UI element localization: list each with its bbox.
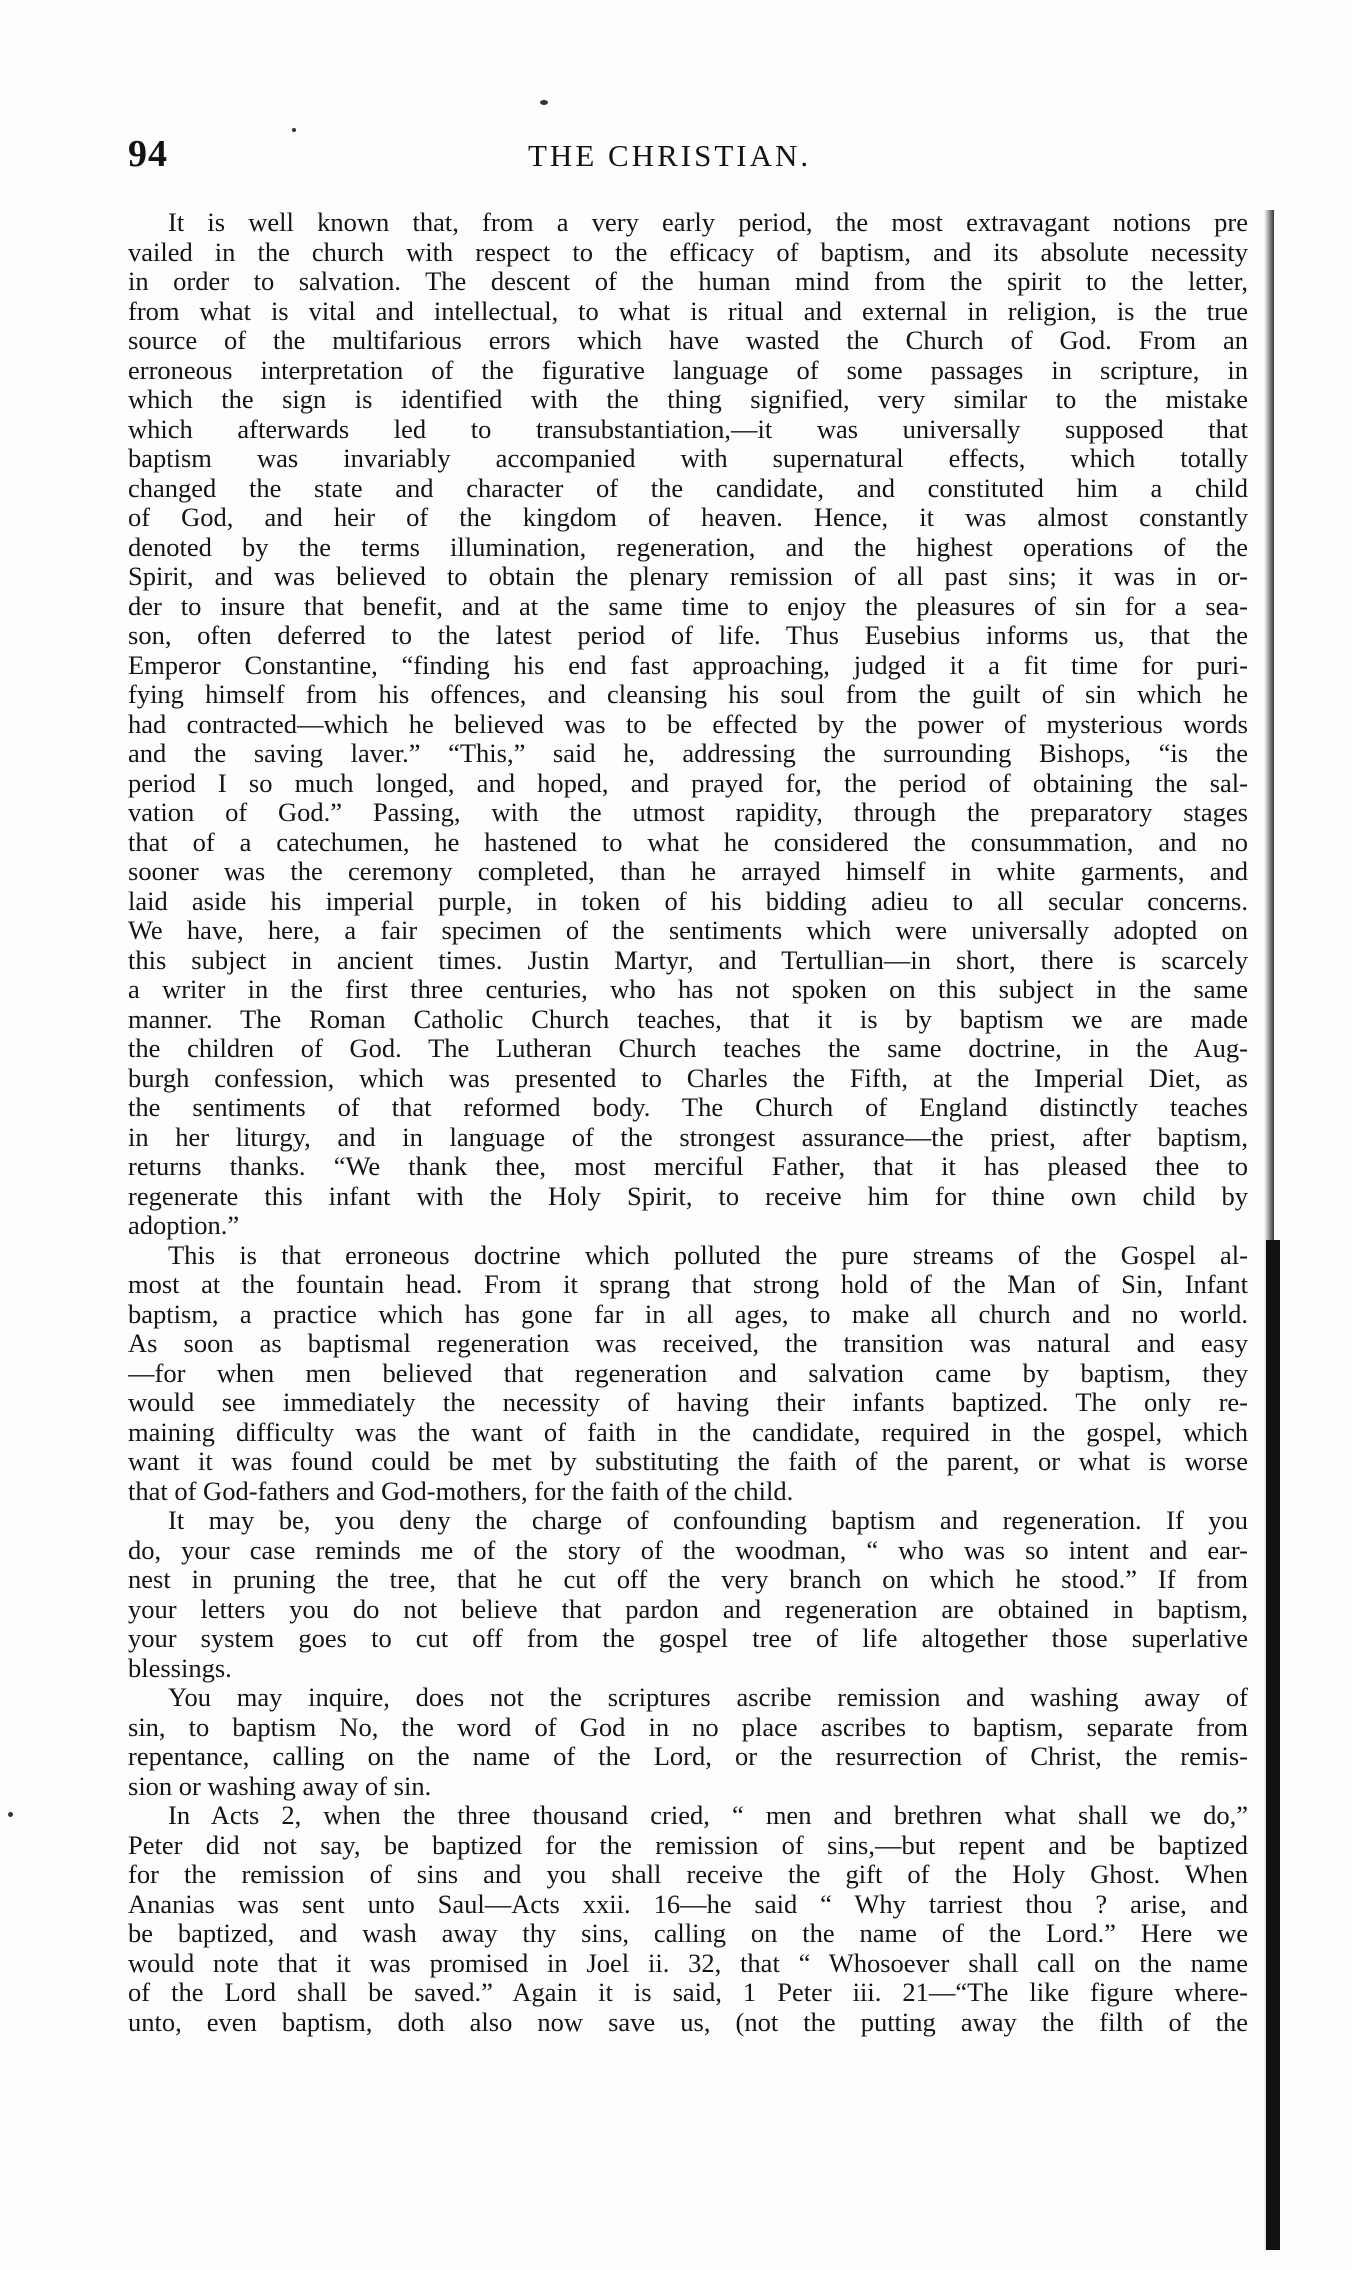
text-line: In Acts 2, when the three thousand cried, “ men and brethren what shall we do,” <box>168 1801 1248 1830</box>
page-edge-mark <box>1266 1240 1280 2250</box>
text-line: erroneous interpretation of the figurative language of some passages in scripture, in <box>128 355 1248 385</box>
text-line: baptism, a practice which has gone far in all ages, to make all church and no world. <box>128 1299 1248 1329</box>
paragraph <box>128 1506 1248 1683</box>
text-line: regenerate this infant with the Holy Spirit, to receive him for thine own child by <box>128 1181 1248 1211</box>
body-text <box>128 208 1248 2037</box>
paragraph <box>128 1241 1248 1507</box>
text-line: repentance, calling on the name of the Lord, or the resurrection of Christ, the remis- <box>128 1742 1248 1771</box>
text-line: for the remission of sins and you shall receive the gift of the Holy Ghost. When <box>128 1860 1248 1889</box>
text-line: burgh confession, which was presented to Charles the Fifth, at the Imperial Diet, as <box>128 1063 1248 1093</box>
text-line: which afterwards led to transubstantiation,—it was universally supposed that <box>128 414 1248 444</box>
text-line: manner. The Roman Catholic Church teaches, that it is by baptism we are made <box>128 1004 1248 1034</box>
text-line: source of the multifarious errors which have wasted the Church of God. From an <box>128 326 1248 355</box>
text-line: Peter did not say, be baptized for the remission of sins,—but repent and be baptized <box>128 1830 1248 1860</box>
text-line: that of a catechumen, he hastened to what he considered the consummation, and no <box>128 827 1248 857</box>
text-line: laid aside his imperial purple, in token of his bidding adieu to all secular concerns. <box>128 886 1248 916</box>
page-number: 94 <box>128 133 168 175</box>
text-line: nest in pruning the tree, that he cut off the very branch on which he stood.” If from <box>128 1565 1248 1594</box>
text-line: your system goes to cut off from the gospel tree of life altogether those superlative <box>128 1624 1248 1653</box>
text-line: denoted by the terms illumination, regeneration, and the highest operations of the <box>128 532 1248 562</box>
text-line: This is that erroneous doctrine which polluted the pure streams of the Gospel al- <box>168 1240 1248 1270</box>
paragraph <box>128 1801 1248 2037</box>
text-line: vation of God.” Passing, with the utmost rapidity, through the preparatory stages <box>128 798 1248 827</box>
text-line: in her liturgy, and in language of the strongest assurance—the priest, after baptism, <box>128 1122 1248 1152</box>
text-line: which the sign is identified with the thing signified, very similar to the mistake <box>128 385 1248 414</box>
text-line: be baptized, and wash away thy sins, calling on the name of the Lord.” Here we <box>128 1919 1248 1948</box>
text-line: vailed in the church with respect to the efficacy of baptism, and its absolute necessity <box>128 237 1248 267</box>
text-line: returns thanks. “We thank thee, most merciful Father, that it has pleased thee to <box>128 1152 1248 1181</box>
text-line: Ananias was sent unto Saul—Acts xxii. 16—he said “ Why tarriest thou ? arise, and <box>128 1889 1248 1919</box>
text-line: do, your case reminds me of the story of the woodman, “ who was so intent and ear- <box>128 1535 1248 1565</box>
text-line: sin, to baptism No, the word of God in no place ascribes to baptism, separate from <box>128 1712 1248 1742</box>
text-line: son, often deferred to the latest period of life. Thus Eusebius informs us, that the <box>128 621 1248 650</box>
text-line: had contracted—which he believed was to be effected by the power of mysterious words <box>128 709 1248 739</box>
text-line: would note that it was promised in Joel ii. 32, that “ Whosoever shall call on the name <box>128 1948 1248 1978</box>
text-line: would see immediately the necessity of having their infants baptized. The only re- <box>128 1388 1248 1417</box>
text-line: a writer in the first three centuries, who has not spoken on this subject in the same <box>128 975 1248 1004</box>
text-line: in order to salvation. The descent of the human mind from the spirit to the letter, <box>128 267 1248 296</box>
paragraph <box>128 208 1248 1241</box>
text-line: sooner was the ceremony completed, than he arrayed himself in white garments, and <box>128 857 1248 886</box>
text-line: It may be, you deny the charge of confounding baptism and regeneration. If you <box>168 1506 1248 1535</box>
text-line: Emperor Constantine, “finding his end fast approaching, judged it a fit time for puri- <box>128 650 1248 680</box>
page-header <box>128 132 1248 182</box>
ink-speck <box>8 1812 13 1817</box>
text-line: blessings. <box>128 1653 232 1683</box>
text-line: your letters you do not believe that pardon and regeneration are obtained in baptism, <box>128 1594 1248 1624</box>
text-line: want it was found could be met by substituting the faith of the parent, or what is worse <box>128 1447 1248 1476</box>
text-line: period I so much longed, and hoped, and prayed for, the period of obtaining the sal- <box>128 768 1248 798</box>
text-line: maining difficulty was the want of faith in the candidate, required in the gospel, which <box>128 1417 1248 1447</box>
text-line: the sentiments of that reformed body. The Church of England distinctly teaches <box>128 1093 1248 1122</box>
text-line: It is well known that, from a very early period, the most extravagant notions pre <box>168 208 1248 237</box>
text-line: changed the state and character of the candidate, and constituted him a child <box>128 473 1248 503</box>
text-line: from what is vital and intellectual, to what is ritual and external in religion, is the true <box>128 296 1248 326</box>
text-line: most at the fountain head. From it sprang that strong hold of the Man of Sin, Infant <box>128 1270 1248 1299</box>
text-line: der to insure that benefit, and at the same time to enjoy the pleasures of sin for a sea- <box>128 591 1248 621</box>
text-line: sion or washing away of sin. <box>128 1771 432 1801</box>
text-line: baptism was invariably accompanied with supernatural effects, which totally <box>128 444 1248 473</box>
text-line: the children of God. The Lutheran Church teaches the same doctrine, in the Aug- <box>128 1034 1248 1063</box>
text-line: —for when men believed that regeneration and salvation came by baptism, they <box>128 1358 1248 1388</box>
text-line: that of God-fathers and God-mothers, for the faith of the child. <box>128 1476 794 1506</box>
paragraph <box>128 1683 1248 1801</box>
text-line: We have, here, a fair specimen of the sentiments which were universally adopted on <box>128 916 1248 945</box>
text-line: of God, and heir of the kingdom of heaven. Hence, it was almost constantly <box>128 503 1248 532</box>
text-line: You may inquire, does not the scriptures ascribe remission and washing away of <box>168 1683 1248 1712</box>
ink-speck <box>540 100 548 105</box>
text-line: and the saving laver.” “This,” said he, addressing the surrounding Bishops, “is the <box>128 739 1248 768</box>
running-title: THE CHRISTIAN. <box>528 138 812 173</box>
text-line: As soon as baptismal regeneration was received, the transition was natural and easy <box>128 1329 1248 1358</box>
text-line: Spirit, and was believed to obtain the plenary remission of all past sins; it was in or- <box>128 562 1248 591</box>
text-line: of the Lord shall be saved.” Again it is said, 1 Peter iii. 21—“The like figure where- <box>128 1978 1248 2007</box>
text-line: fying himself from his offences, and cleansing his soul from the guilt of sin which he <box>128 680 1248 709</box>
text-line: unto, even baptism, doth also now save us, (not the putting away the filth of the <box>128 2007 1248 2037</box>
text-line: adoption.” <box>128 1211 240 1240</box>
text-line: this subject in ancient times. Justin Martyr, and Tertullian—in short, there is scarcely <box>128 945 1248 975</box>
